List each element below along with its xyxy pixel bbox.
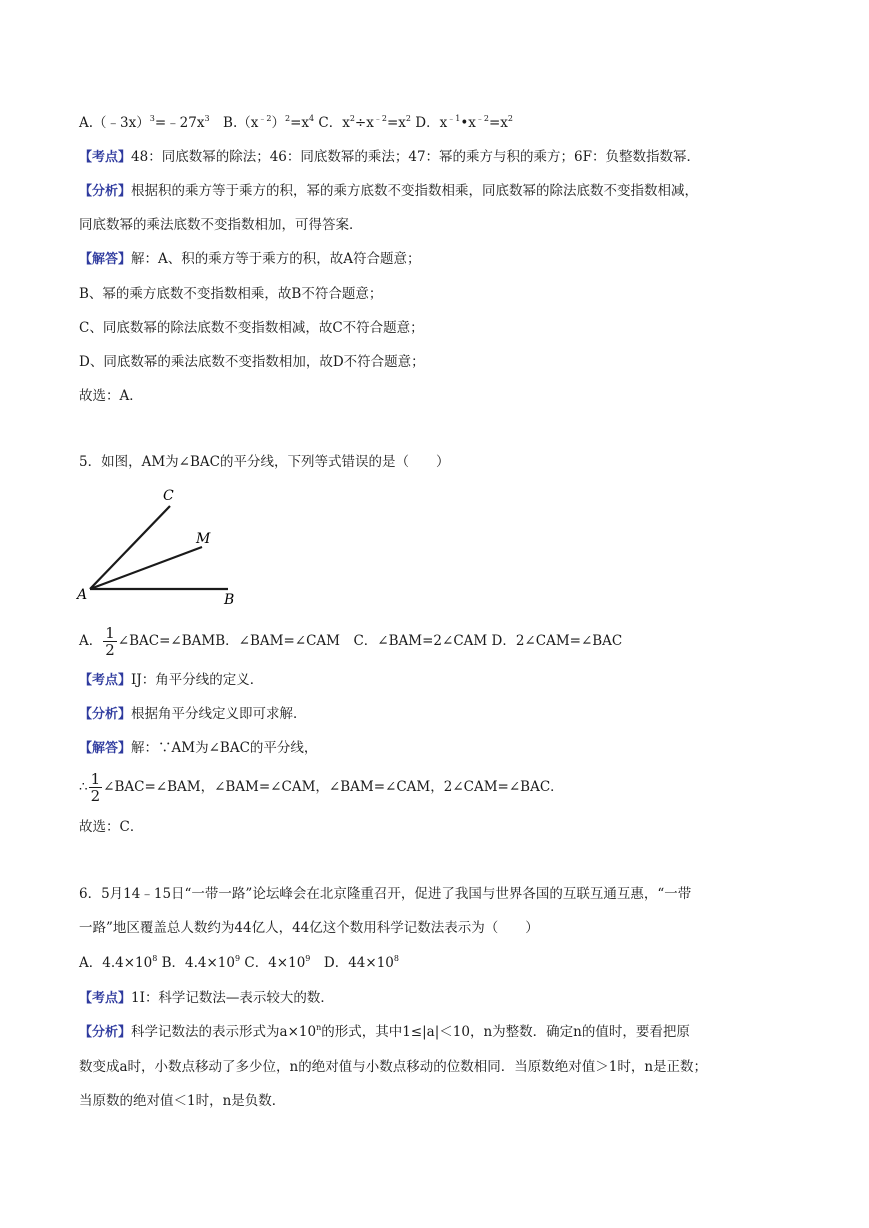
q4-kaodian: 【考点】48：同底数幂的除法；46：同底数幂的乘法；47：幂的乘方与积的乘方；6F：负整数指数幂． [79, 149, 701, 165]
angle-figure [74, 486, 244, 611]
q6-options: A．$4.4\times 10^8$ B．$4.4\times 10^9$ C．$4\times 10^9$ D．$44\times 10^8$ [79, 954, 399, 971]
fenxi-tag: 【分析】 [79, 1025, 132, 1040]
q4-answer: 故选：A． [79, 388, 143, 404]
fraction-half: $\frac{1}{2}$ [90, 770, 101, 805]
q4-fenxi-2: 同底数幂的乘法底数不变指数相加，可得答案． [79, 217, 363, 233]
fraction-half: $\frac{1}{2}$ [105, 624, 115, 659]
ray-am [90, 547, 202, 589]
q6-question-1: 6．5月14﹣15日“一带一路”论坛峰会在北京隆重召开，促进了我国与世界各国的互联互通互惠，“一带 [79, 886, 692, 902]
q4-jieda-3: C、同底数幂的除法底数不变指数相减，故C不符合题意； [79, 320, 424, 336]
q6-fenxi-1: 【分析】科学记数法的表示形式为$a\times 10^n$的形式，其中1≤|a|＜10，n为整数．确定n的值时，要看把原 [79, 1023, 690, 1040]
q5-kaodian: 【考点】IJ：角平分线的定义． [79, 672, 264, 688]
q4-jieda-1: 【解答】解：A、积的乘方等于乘方的积，故A符合题意； [79, 251, 421, 267]
kaodian-tag: 【考点】 [79, 991, 132, 1006]
q5-question: 5．如图，AM为∠BAC的平分线，下列等式错误的是（ ） [79, 454, 450, 470]
q4-jieda-2: B、幂的乘方底数不变指数相乘，故B不符合题意； [79, 286, 383, 302]
jieda-tag: 【解答】 [79, 252, 132, 267]
q6-fenxi-2: 数变成a时，小数点移动了多少位，n的绝对值与小数点移动的位数相同．当原数绝对值＞1时，n是正数； [79, 1059, 708, 1075]
fenxi-tag: 【分析】 [79, 707, 132, 722]
q5-fenxi: 【分析】根据角平分线定义即可求解． [79, 706, 307, 722]
q4-fenxi-1: 【分析】根据积的乘方等于乘方的积，幂的乘方底数不变指数相乘，同底数幂的除法底数不变指数相减， [79, 183, 699, 199]
label-b: B [224, 592, 235, 608]
q6-fenxi-3: 当原数的绝对值＜1时，n是负数． [79, 1093, 286, 1109]
q6-question-2: 一路”地区覆盖总人数约为44亿人，44亿这个数用科学记数法表示为（ ） [79, 920, 539, 936]
q5-jieda-1: 【解答】解：∵AM为∠BAC的平分线， [79, 740, 318, 756]
q5-jieda-2: ∴ $\frac{1}{2}$ ∠BAC=∠BAM，∠BAM=∠CAM，∠BAM=∠CAM，2∠CAM=∠BAC． [79, 770, 564, 805]
q6-kaodian: 【考点】1I：科学记数法—表示较大的数． [79, 990, 334, 1006]
jieda-tag: 【解答】 [79, 741, 132, 756]
label-m: M [196, 531, 211, 547]
label-a: A [77, 587, 88, 603]
kaodian-tag: 【考点】 [79, 150, 132, 165]
q4-jieda-4: D、同底数幂的乘法底数不变指数相加，故D不符合题意； [79, 354, 425, 370]
q5-answer: 故选：C． [79, 819, 144, 835]
fenxi-tag: 【分析】 [79, 184, 132, 199]
q5-options: A． $\frac{1}{2}$ ∠BAC=∠BAMB．∠BAM=∠CAM C．∠BAM=2∠CAM D．2∠CAM=∠BAC [79, 624, 623, 659]
q4-options: $A.(﹣3x)^3=﹣27x^3$ $B.(x^{﹣2})^2=x^4$ C．$x^2\div x^{﹣2}=x^2$ D．$x^{﹣1}•x^{﹣2}=x^2$ [79, 114, 514, 131]
ray-ac [90, 506, 170, 589]
label-c: C [163, 488, 174, 504]
kaodian-tag: 【考点】 [79, 673, 132, 688]
